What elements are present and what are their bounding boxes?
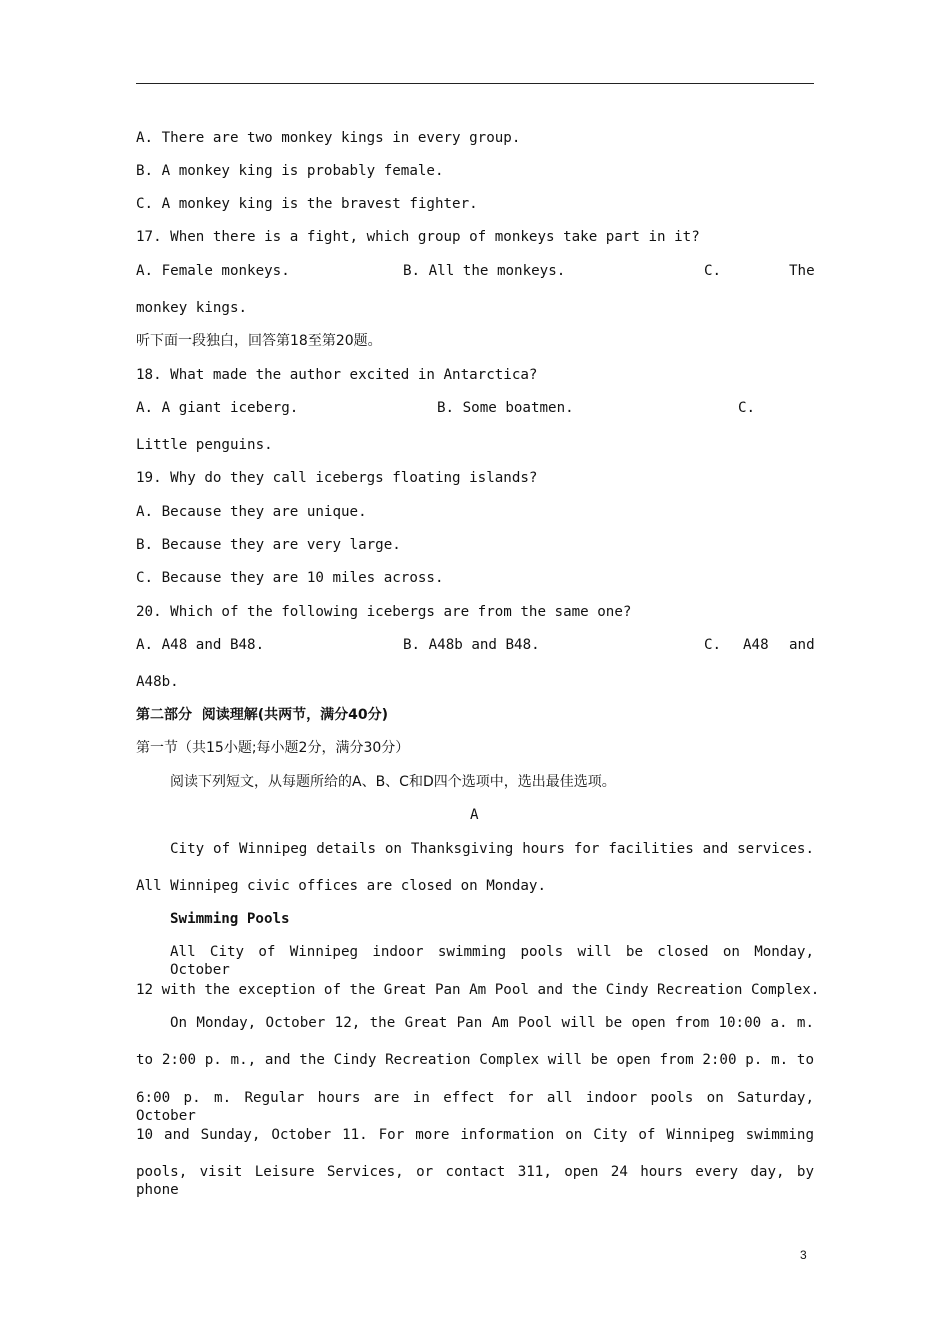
header-rule: [136, 83, 814, 84]
q16-option-a: A. There are two monkey kings in every group.: [136, 130, 521, 146]
q20-option-b: B. A48b and B48.: [403, 637, 540, 653]
q19-question: 19. Why do they call icebergs floating islands?: [136, 470, 538, 486]
q18-option-c-continued: Little penguins.: [136, 437, 273, 453]
passage-p2-line1: On Monday, October 12, the Great Pan Am Pool will be open from 10:00 a. m.: [170, 1015, 814, 1031]
q18-question: 18. What made the author excited in Antarctica?: [136, 367, 538, 383]
q20-question: 20. Which of the following icebergs are from the same one?: [136, 604, 632, 620]
q19-option-c: C. Because they are 10 miles across.: [136, 570, 444, 586]
q17-option-c-continued: monkey kings.: [136, 300, 248, 316]
q20-option-c-label: C.: [704, 637, 722, 653]
passage-p2-line4: 10 and Sunday, October 11. For more information on City of Winnipeg swimming: [136, 1127, 814, 1143]
q19-option-a: A. Because they are unique.: [136, 504, 367, 520]
passage-intro-line1: City of Winnipeg details on Thanksgiving hours for facilities and services.: [170, 841, 814, 857]
q20-option-a: A. A48 and B48.: [136, 637, 265, 653]
passage-label: A: [470, 807, 479, 823]
q20-option-c-part1: A48: [743, 637, 769, 653]
q16-option-c: C. A monkey king is the bravest fighter.: [136, 196, 478, 212]
q17-option-c-label: C.: [704, 263, 722, 279]
q17-option-c-word: The: [789, 263, 815, 279]
passage-p2-line3: 6:00 p. m. Regular hours are in effect for all indoor pools on Saturday, October: [136, 1090, 814, 1124]
part2-heading: 第二部分 阅读理解(共两节，满分40分): [136, 707, 389, 723]
reading-instruction: 阅读下列短文，从每题所给的A、B、C和D四个选项中，选出最佳选项。: [170, 774, 616, 790]
q20-option-c-continued: A48b.: [136, 674, 179, 690]
passage-p1-line2: 12 with the exception of the Great Pan Am Pool and the Cindy Recreation Complex.: [136, 982, 820, 998]
q20-option-c-part2: and: [789, 637, 815, 653]
passage-intro-line2: All Winnipeg civic offices are closed on Monday.: [136, 878, 546, 894]
q18-option-b: B. Some boatmen.: [437, 400, 574, 416]
q18-option-a: A. A giant iceberg.: [136, 400, 299, 416]
passage-p2-line2: to 2:00 p. m., and the Cindy Recreation Complex will be open from 2:00 p. m. to: [136, 1052, 814, 1068]
q17-option-b: B. All the monkeys.: [403, 263, 566, 279]
q17-question: 17. When there is a fight, which group of monkeys take part in it?: [136, 229, 700, 245]
passage-subheading: Swimming Pools: [170, 911, 290, 927]
q17-option-a: A. Female monkeys.: [136, 263, 290, 279]
passage-p2-line5: pools, visit Leisure Services, or contact 311, open 24 hours every day, by phone: [136, 1164, 814, 1198]
page-number: 3: [800, 1248, 807, 1262]
q16-option-b: B. A monkey king is probably female.: [136, 163, 444, 179]
passage-p1-line1: All City of Winnipeg indoor swimming pools will be closed on Monday, October: [170, 944, 814, 978]
q18-option-c-label: C.: [738, 400, 756, 416]
q19-option-b: B. Because they are very large.: [136, 537, 401, 553]
monologue-instruction: 听下面一段独白，回答第18至第20题。: [136, 333, 382, 349]
section1-heading: 第一节（共15小题;每小题2分，满分30分）: [136, 740, 410, 756]
